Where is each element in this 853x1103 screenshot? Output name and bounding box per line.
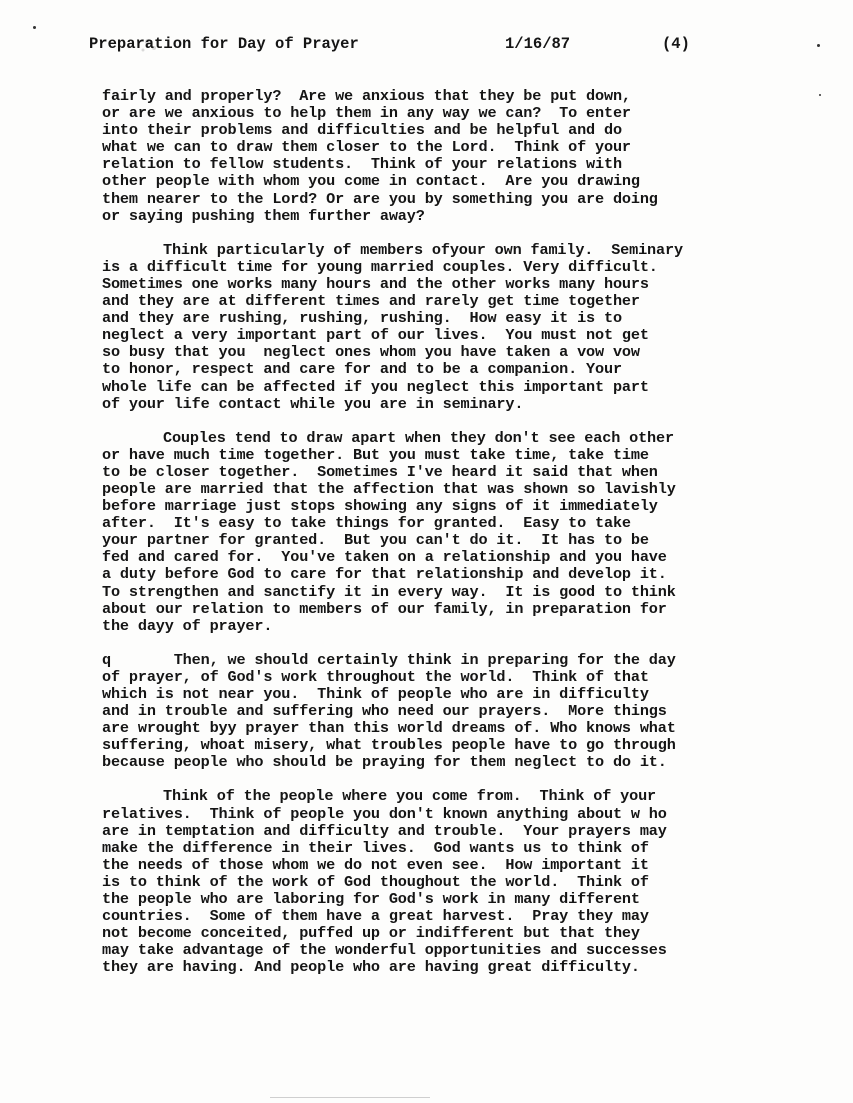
text-line: not become conceited, puffed up or indifferent but that they — [102, 924, 640, 943]
body-text — [102, 88, 782, 994]
text-line: the needs of those whom we do not even see. How important it — [102, 855, 649, 874]
text-line: other people with whom you come in contact. Are you drawing — [102, 172, 640, 191]
text-line: are in temptation and difficulty and trouble. Your prayers may — [102, 821, 667, 840]
text-line: after. It's easy to take things for granted. Easy to take — [102, 514, 631, 533]
text-line: make the difference in their lives. God wants us to think of — [102, 838, 649, 857]
page-number: (4) — [662, 35, 690, 53]
text-line: Think of the people where you come from. Think of your — [163, 787, 657, 806]
document-title: Preparation for Day of Prayer — [89, 35, 359, 53]
page-header — [89, 35, 789, 55]
paragraph — [102, 242, 782, 413]
text-line: what we can to draw them closer to the Lord. Think of your — [102, 138, 631, 157]
text-line: to honor, respect and care for and to be a companion. Your — [102, 360, 622, 379]
text-line: so busy that you neglect ones whom you have taken a vow vow — [102, 343, 640, 362]
scan-speck — [33, 26, 36, 29]
text-line: the people who are laboring for God's work in many different — [102, 890, 640, 909]
text-line: to be closer together. Sometimes I've heard it said that when — [102, 462, 658, 481]
text-line: or saying pushing them further away? — [102, 206, 425, 225]
text-line: and they are at different times and rarely get time together — [102, 292, 640, 311]
text-line: q Then, we should certainly think in preparing for the day — [102, 650, 676, 669]
text-line: into their problems and difficulties and be helpful and do — [102, 121, 622, 140]
text-line: relation to fellow students. Think of your relations with — [102, 155, 622, 174]
scan-speck — [817, 44, 820, 47]
text-line: relatives. Think of people you don't known anything about w ho — [102, 804, 667, 823]
paragraph — [102, 788, 782, 976]
text-line: they are having. And people who are having great difficulty. — [102, 958, 640, 977]
text-line: your partner for granted. But you can't do it. It has to be — [102, 531, 649, 550]
scan-edge-mark — [270, 1097, 430, 1098]
text-line: and they are rushing, rushing, rushing. How easy it is to — [102, 309, 622, 328]
text-line: before marriage just stops showing any signs of it immediately — [102, 497, 658, 516]
scan-speck — [819, 94, 821, 96]
text-line: Couples tend to draw apart when they don't see each other — [163, 428, 674, 447]
text-line: because people who should be praying for them neglect to do it. — [102, 753, 667, 772]
text-line: neglect a very important part of our lives. You must not get — [102, 326, 649, 345]
text-line: about our relation to members of our family, in preparation for — [102, 599, 667, 618]
text-line: Think particularly of members ofyour own family. Seminary — [163, 240, 683, 259]
text-line: countries. Some of them have a great harvest. Pray they may — [102, 907, 649, 926]
text-line: whole life can be affected if you neglect this important part — [102, 377, 649, 396]
paragraph — [102, 430, 782, 635]
text-line: is a difficult time for young married couples. Very difficult. — [102, 257, 658, 276]
text-line: of prayer, of God's work throughout the world. Think of that — [102, 667, 649, 686]
text-line: To strengthen and sanctify it in every way. It is good to think — [102, 582, 676, 601]
text-line: and in trouble and suffering who need our prayers. More things — [102, 702, 667, 721]
text-line: them nearer to the Lord? Or are you by something you are doing — [102, 189, 658, 208]
paragraph — [102, 88, 782, 225]
text-line: fairly and properly? Are we anxious that they be put down, — [102, 87, 631, 105]
text-line: people are married that the affection that was shown so lavishly — [102, 479, 676, 498]
text-line: suffering, whoat misery, what troubles people have to go through — [102, 736, 676, 755]
text-line: a duty before God to care for that relationship and develop it. — [102, 565, 667, 584]
document-date: 1/16/87 — [505, 35, 571, 53]
text-line: the dayy of prayer. — [102, 616, 273, 635]
paragraph — [102, 652, 782, 772]
text-line: are wrought byy prayer than this world dreams of. Who knows what — [102, 719, 676, 738]
text-line: of your life contact while you are in seminary. — [102, 394, 524, 413]
text-line: fed and cared for. You've taken on a relationship and you have — [102, 548, 667, 567]
text-line: is to think of the work of God thoughout the world. Think of — [102, 872, 649, 891]
text-line: may take advantage of the wonderful opportunities and successes — [102, 941, 667, 960]
text-line: which is not near you. Think of people who are in difficulty — [102, 685, 649, 703]
text-line: Sometimes one works many hours and the other works many hours — [102, 274, 649, 293]
text-line: or have much time together. But you must take time, take time — [102, 445, 649, 464]
text-line: or are we anxious to help them in any way we can? To enter — [102, 104, 631, 123]
